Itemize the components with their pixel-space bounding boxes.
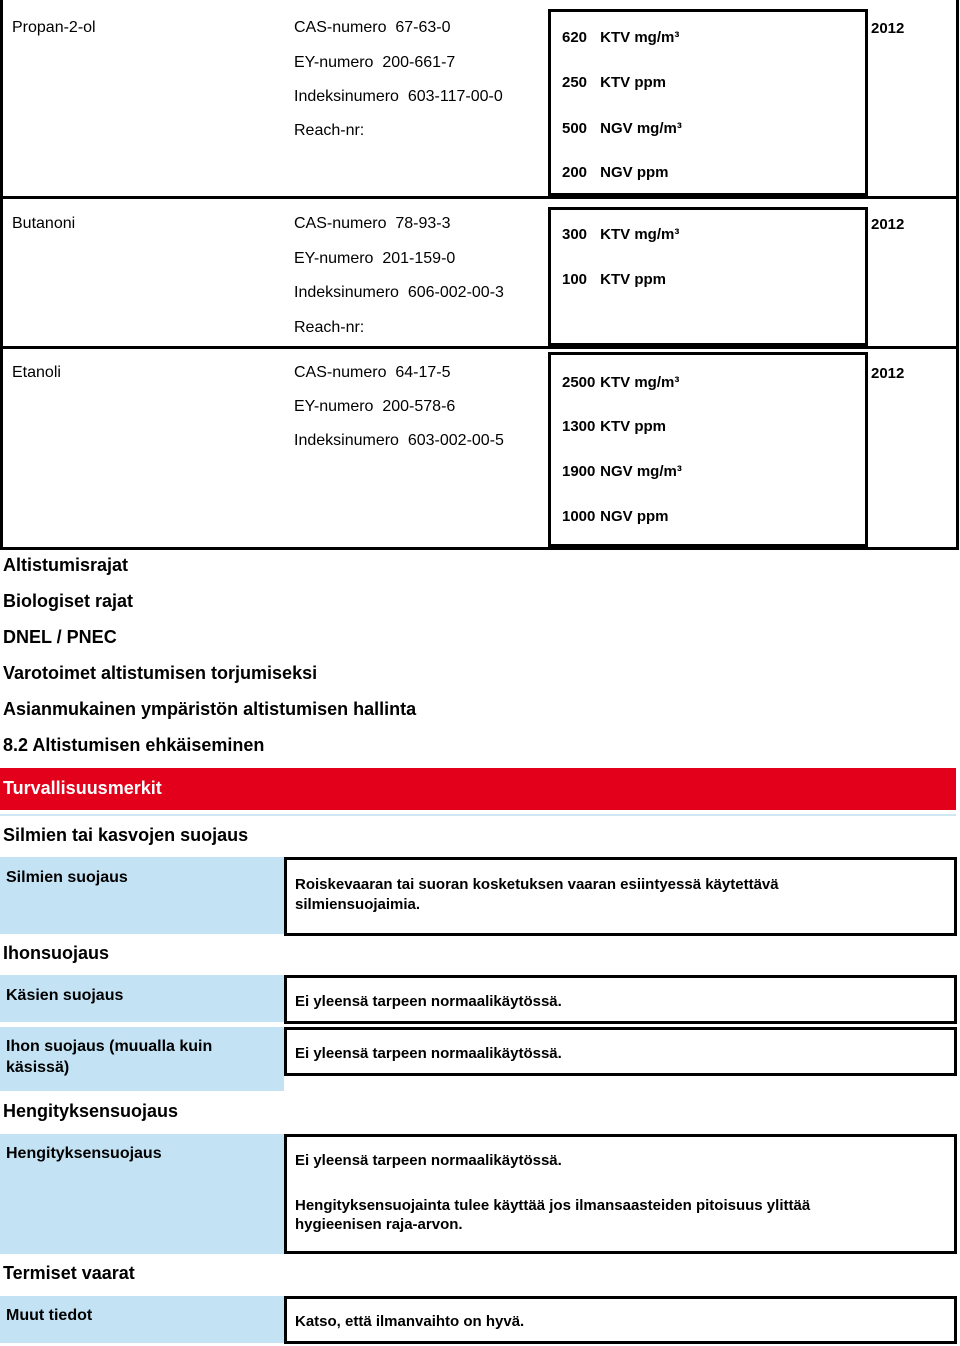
heading-biologiset-rajat: Biologiset rajat	[3, 591, 134, 611]
table-bottom-border	[0, 547, 959, 550]
substance-name: Butanoni	[12, 215, 76, 232]
box-muut-tiedot	[284, 1296, 957, 1344]
label-text: Ihon suojaus (muualla kuin	[6, 1038, 213, 1055]
label-text: Muut tiedot	[6, 1307, 93, 1324]
limit-value: 500 NGV mg/m³	[562, 120, 682, 137]
label-text: Hengityksensuojaus	[6, 1145, 162, 1162]
heading-hengityksensuojaus: Hengityksensuojaus	[3, 1101, 179, 1121]
box-text: Hengityksensuojainta tulee käyttää jos ilmansaasteiden pitoisuus ylittää	[295, 1197, 811, 1214]
limit-value: 1300 KTV ppm	[562, 418, 667, 435]
box-text: silmiensuojaimia.	[295, 896, 421, 913]
index-number: Indeksinumero 603-002-00-5	[294, 432, 504, 449]
ey-number: EY-numero 201-159-0	[294, 250, 456, 267]
limit-values-box	[548, 9, 868, 196]
heading-termiset-vaarat: Termiset vaarat	[3, 1263, 135, 1283]
box-text: Ei yleensä tarpeen normaalikäytössä.	[295, 993, 562, 1010]
index-number: Indeksinumero 606-002-00-3	[294, 284, 504, 301]
label-text: Käsien suojaus	[6, 987, 124, 1004]
box-hengityksensuojaus	[284, 1134, 957, 1254]
year: 2012	[871, 365, 905, 382]
label-text: Silmien suojaus	[6, 869, 128, 886]
box-text: Ei yleensä tarpeen normaalikäytössä.	[295, 1152, 562, 1169]
year: 2012	[871, 216, 905, 233]
limit-value: 1000 NGV ppm	[562, 508, 669, 525]
cas-number: CAS-numero 67-63-0	[294, 19, 451, 36]
substance-name: Etanoli	[12, 364, 61, 381]
heading-ihonsuojaus: Ihonsuojaus	[3, 943, 110, 963]
limit-values-box	[548, 352, 868, 547]
cas-number: CAS-numero 64-17-5	[294, 364, 451, 381]
label-kasien-suojaus	[0, 975, 284, 1022]
ey-number: EY-numero 200-661-7	[294, 54, 456, 71]
limit-value: 250 KTV ppm	[562, 74, 667, 91]
table-right-border	[956, 0, 959, 550]
box-text: Katso, että ilmanvaihto on hyvä.	[295, 1313, 525, 1330]
label-silmien-suojaus	[0, 857, 284, 934]
label-muut-tiedot	[0, 1296, 284, 1343]
banner-title: Turvallisuusmerkit	[3, 778, 162, 798]
label-text: käsissä)	[6, 1059, 70, 1076]
limit-value: 1900 NGV mg/m³	[562, 463, 682, 480]
year: 2012	[871, 20, 905, 37]
limit-value: 300 KTV mg/m³	[562, 226, 680, 243]
heading-silmien-suojaus: Silmien tai kasvojen suojaus	[3, 825, 249, 845]
ey-number: EY-numero 200-578-6	[294, 398, 456, 415]
heading-altistumisen-ehkaiseminen: 8.2 Altistumisen ehkäiseminen	[3, 735, 265, 755]
heading-varotoimet: Varotoimet altistumisen torjumiseksi	[3, 663, 318, 683]
limit-values-box	[548, 207, 868, 346]
limit-value: 100 KTV ppm	[562, 271, 667, 288]
table-left-border	[0, 0, 3, 550]
row-separator	[0, 346, 959, 349]
box-text: Roiskevaaran tai suoran kosketuksen vaaran esiintyessä käytettävä	[295, 876, 779, 893]
box-kasien-suojaus	[284, 975, 957, 1024]
row-separator	[0, 196, 959, 199]
heading-dnel-pnec: DNEL / PNEC	[3, 627, 117, 647]
substance-name: Propan-2-ol	[12, 19, 96, 36]
box-silmien-suojaus	[284, 857, 957, 936]
heading-altistumisrajat: Altistumisrajat	[3, 555, 129, 575]
limit-value: 620 KTV mg/m³	[562, 29, 680, 46]
box-text: Ei yleensä tarpeen normaalikäytössä.	[295, 1045, 562, 1062]
limit-value: 200 NGV ppm	[562, 164, 669, 181]
banner-divider	[0, 814, 956, 816]
label-ihon-suojaus	[0, 1027, 284, 1091]
index-number: Indeksinumero 603-117-00-0	[294, 88, 503, 105]
label-hengityksensuojaus	[0, 1134, 284, 1254]
heading-ymparisto: Asianmukainen ympäristön altistumisen hallinta	[3, 699, 417, 719]
safety-signs-banner	[0, 768, 956, 810]
reach-number: Reach-nr:	[294, 319, 365, 336]
box-ihon-suojaus	[284, 1027, 957, 1076]
limit-value: 2500 KTV mg/m³	[562, 374, 680, 391]
cas-number: CAS-numero 78-93-3	[294, 215, 451, 232]
reach-number: Reach-nr:	[294, 122, 365, 139]
box-text: hygieenisen raja-arvon.	[295, 1216, 463, 1233]
